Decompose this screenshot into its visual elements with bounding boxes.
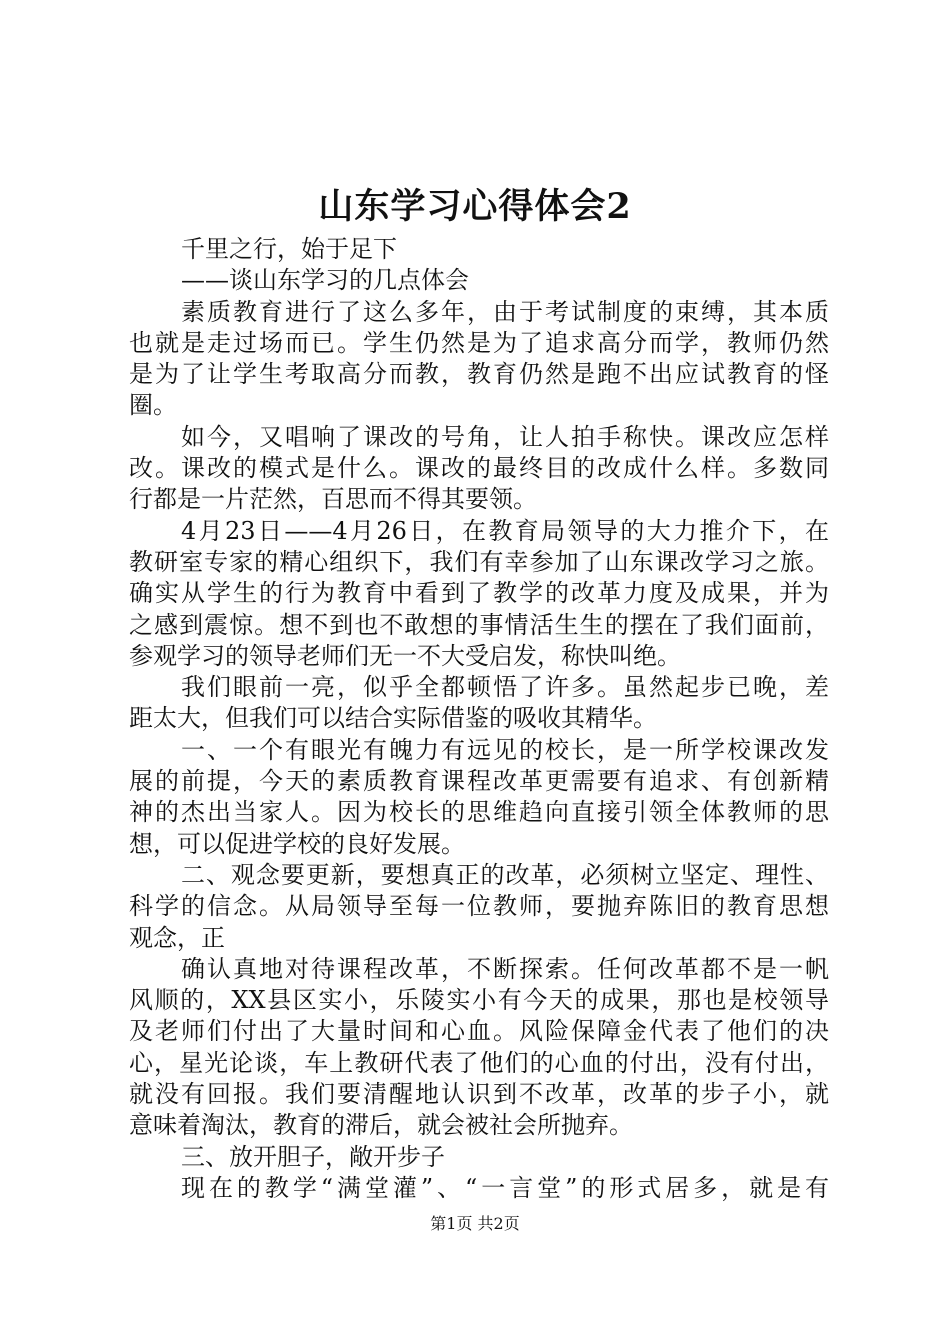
text-line: 确认真地对待课程改革，不断探索。任何改革都不是一帆 — [181, 954, 829, 983]
text-line: 观念，正 — [129, 923, 225, 952]
text-line: 之感到震惊。想不到也不敢想的事情活生生的摆在了我们面前， — [129, 610, 829, 639]
subtitle-line: ——谈山东学习的几点体会 — [181, 266, 469, 295]
text-line: 科学的信念。从局领导至每一位教师，要抛弃陈旧的教育思想 — [129, 892, 829, 921]
text-line: 也就是走过场而已。学生仍然是为了追求高分而学，教师仍然 — [129, 328, 829, 357]
text-line: 现在的教学“满堂灌”、“一言堂”的形式居多，就是有 — [181, 1173, 829, 1202]
text-line: 改。课改的模式是什么。课改的最终目的改成什么样。多数同 — [129, 454, 829, 483]
text-line: 风顺的，XX县区实小，乐陵实小有今天的成果，那也是校领导 — [129, 986, 829, 1015]
text-line: 圈。 — [129, 391, 177, 420]
text-line: 距太大，但我们可以结合实际借鉴的吸收其精华。 — [129, 704, 657, 733]
page-footer: 第1页 共2页 — [430, 1214, 520, 1233]
text-line: 如今，又唱响了课改的号角，让人拍手称快。课改应怎样 — [181, 422, 829, 451]
text-line: 心，星光论谈，车上教研代表了他们的心血的付出，没有付出， — [129, 1048, 829, 1077]
section-heading: 三、放开胆子，敞开步子 — [181, 1142, 445, 1171]
text-line: 教研室专家的精心组织下，我们有幸参加了山东课改学习之旅。 — [129, 547, 829, 576]
text-line: 我们眼前一亮，似乎全都顿悟了许多。虽然起步已晚，差 — [181, 673, 829, 702]
text-line: 二、观念要更新，要想真正的改革，必须树立坚定、理性、 — [181, 860, 829, 889]
text-line: 意味着淘汰，教育的滞后，就会被社会所抛弃。 — [129, 1111, 633, 1140]
text-line: 展的前提，今天的素质教育课程改革更需要有追求、有创新精 — [129, 767, 829, 796]
document-body — [129, 234, 829, 1204]
document-title: 山东学习心得体会2 — [318, 186, 632, 227]
text-line: 想，可以促进学校的良好发展。 — [129, 829, 465, 858]
text-line: 行都是一片茫然，百思而不得其要领。 — [129, 485, 537, 514]
text-line: 参观学习的领导老师们无一不大受启发，称快叫绝。 — [129, 641, 681, 670]
text-line: 就没有回报。我们要清醒地认识到不改革，改革的步子小，就 — [129, 1080, 829, 1109]
text-line: 及老师们付出了大量时间和心血。风险保障金代表了他们的决 — [129, 1017, 829, 1046]
text-line: 一、一个有眼光有魄力有远见的校长，是一所学校课改发 — [181, 735, 829, 764]
subtitle-line: 千里之行，始于足下 — [181, 235, 397, 263]
text-line: 素质教育进行了这么多年，由于考试制度的束缚，其本质 — [181, 297, 829, 326]
text-line: 神的杰出当家人。因为校长的思维趋向直接引领全体教师的思 — [129, 798, 829, 827]
text-line: 是为了让学生考取高分而教，教育仍然是跑不出应试教育的怪 — [129, 360, 829, 389]
text-line: 4月23日——4月26日，在教育局领导的大力推介下，在 — [181, 516, 829, 545]
text-line: 确实从学生的行为教育中看到了教学的改革力度及成果，并为 — [129, 579, 829, 608]
